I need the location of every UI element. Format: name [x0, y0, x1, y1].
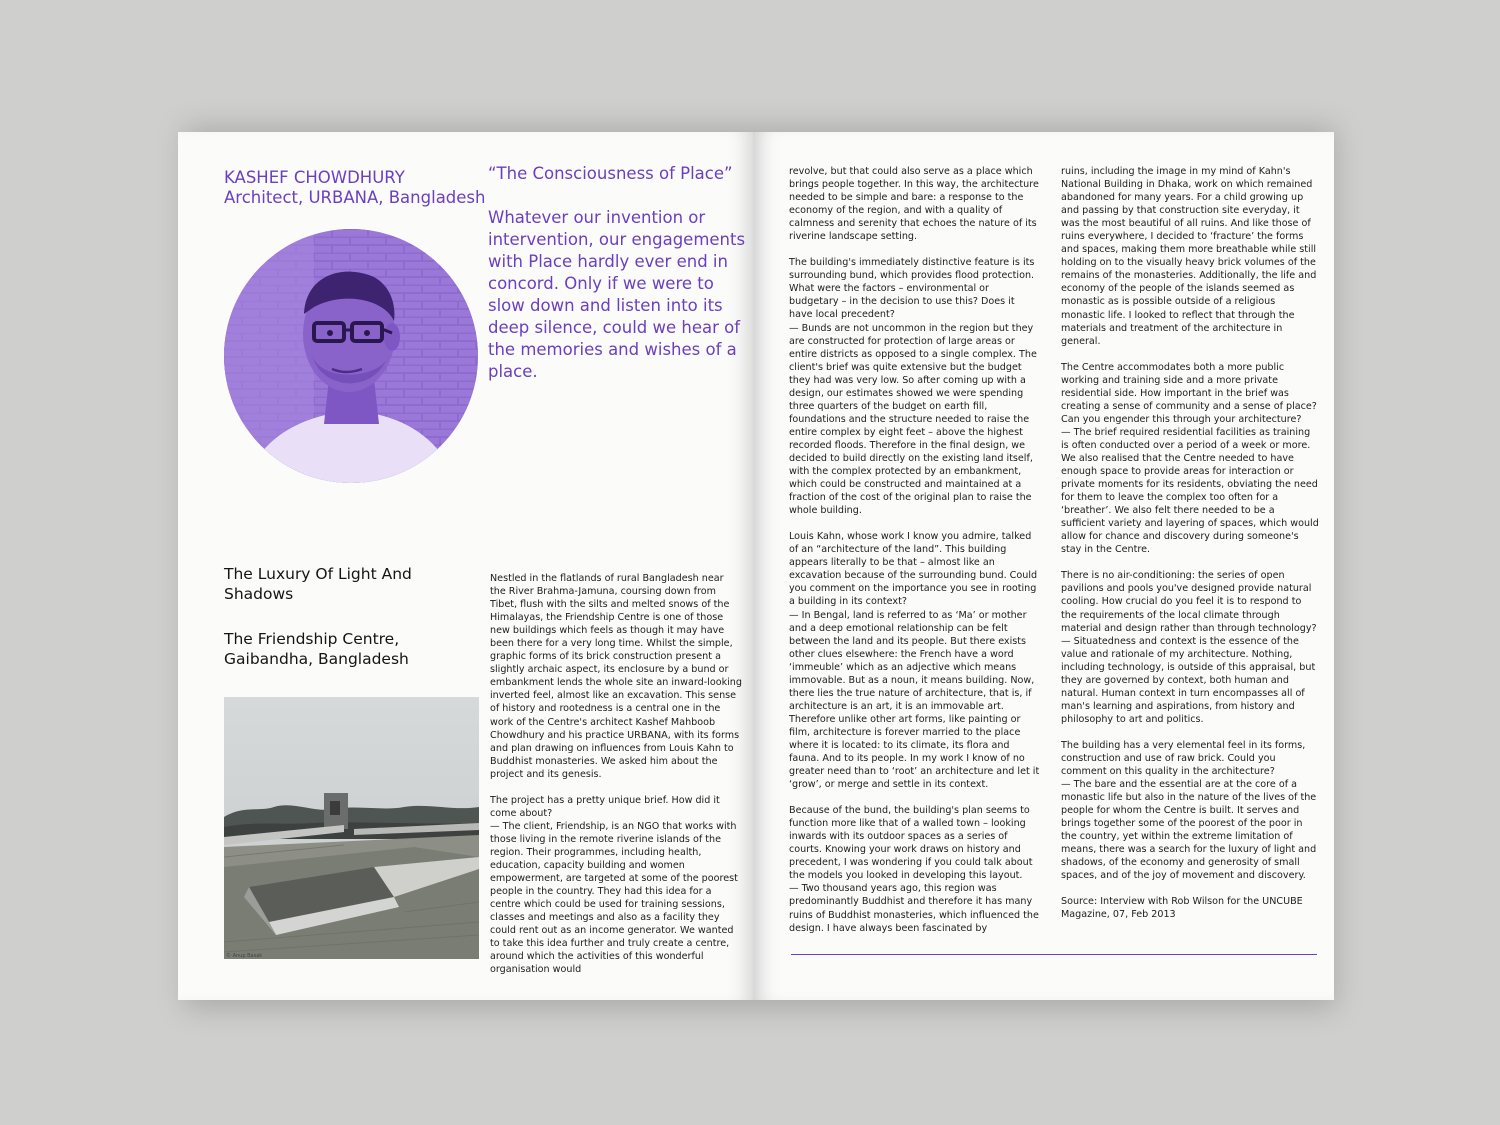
continuation-paragraph: revolve, but that could also serve as a place which brings people together. In this way, the architecture needed to be simple and bare: a response to the economy of the region, and with a quality of calmness and serenity that echoes the nature of its riverine landscape setting.	[789, 166, 1039, 243]
qa-block-7	[1061, 739, 1319, 883]
answer-4: — Two thousand years ago, this region was predominantly Buddhist and therefore it has many ruins of Buddhist monasteries, which influenced the design. I have always been fascinated by	[789, 883, 1039, 934]
question-2: The building's immediately distinctive feature is its surrounding bund, which provides flood protection. What were the factors – environmental or budgetary – in the decision to use this? Does it have local precedent?	[789, 257, 1035, 321]
left-page	[178, 132, 753, 1000]
left-body-column	[490, 572, 742, 976]
right-body-column-1	[789, 165, 1041, 935]
answer-3: — In Bengal, land is referred to as ‘Ma’ or mother and a deep emotional relationship can be felt between the land and its people. But there exists other clues elsewhere: the French have a word ‘immeuble’ which as an adjective which means immovable. But as a noun, it means building. Now, there lies the true nature of architecture, that is, if architecture is an art, it is an immovable art. Therefore unlike other art forms, like painting or film, architecture is forever married to the place where it is located: to its climate, its flora and fauna. And to its people. In my work I know of no greater need than to ‘root’ an architecture and let it ‘grow’, or merge and settle in its context.	[789, 609, 1040, 791]
question-3: Louis Kahn, whose work I know you admire, talked of an “architecture of the land”. This building appears literally to be that – almost like an excavation because of the surrounding bund. Could you comment on the importance you see in rooting a building in its context?	[789, 531, 1038, 608]
qa-block-1	[490, 794, 742, 977]
subhead-luxury: The Luxury Of Light And Shadows	[224, 565, 412, 603]
question-7: The building has a very elemental feel in its forms, construction and use of raw brick. Could you comment on this quality in the architecture?	[1061, 739, 1306, 778]
question-5: The Centre accommodates both a more public working and training side and a more private residential side. How important in the brief was creating a sense of community and a sense of place? Can you engender this through your architecture?	[1061, 361, 1317, 425]
intro-paragraph: Nestled in the flatlands of rural Bangladesh near the River Brahma-Jamuna, coursing down from Tibet, flush with the silts and melted snows of the Himalayas, the Friendship Centre is one of those new buildings which feels as though it may have been there for a very long time. Whilst the simple, graphic forms of its brick construction present a slightly archaic aspect, its enclosure by a bund or embankment lends the whole site an inward-looking inverted feel, almost like an excavation. This sense of history and rootedness is a central one in the work of the Centre's architect Kashef Mahboob Chowdhury and his practice URBANA, with its forms and plan drawing on influences from Louis Kahn to Buddhist monasteries. We asked him about the project and its genesis.	[490, 573, 742, 780]
author-header	[224, 168, 485, 208]
qa-block-5	[1061, 361, 1319, 557]
qa-block-2	[789, 256, 1041, 517]
ruins-paragraph: ruins, including the image in my mind of Kahn's National Building in Dhaka, work on which remained abandoned for many years. For a child growing up and passing by that construction site everyday, it was the most beautiful of all ruins. And like those of ruins everywhere, I decided to ‘fracture’ the forms and spaces, making them more breathable while still holding on to the visually heavy brick volumes of the remains of the monasteries. Additionally, the life and economy of the people of the islands seemed as monastic as is possible outside of a religious monastic life. I looked to reflect that through the materials and treatment of the architecture in general.	[1061, 166, 1317, 347]
author-name: KASHEF CHOWDHURY	[224, 168, 405, 187]
question-6: There is no air-conditioning: the series of open pavilions and pools you've designed provide natural cooling. How crucial do you feel it is to respond to the requirements of the local climate through material and design rather than through technology?	[1061, 570, 1317, 634]
qa-block-4	[789, 804, 1041, 934]
author-role: Architect, URBANA, Bangladesh	[224, 188, 486, 207]
article-title: “The Consciousness of Place”	[488, 164, 733, 183]
answer-5: — The brief required residential facilities as training is often conducted over a period of a week or more. We also realised that the Centre needed to have enough space to provide areas for interaction or private moments for its residents, obviating the need for them to leave the complex too often for a ‘breather’. We also felt there needed to be a sufficient variety and layering of spaces, which would allow for chance and discovery during someone's stay in the Centre.	[1061, 426, 1319, 556]
page-end-rule	[791, 954, 1317, 955]
answer-7: — The bare and the essential are at the core of a monastic life but also in the nature of the lives of the people for whom the Centre is built. It serves and brings together some of the poorest of the poor in the country, yet within the extreme limitation of means, there was a search for the luxury of light and shadows, of the economy and generosity of small spaces, and of the joy of movement and discovery.	[1061, 779, 1317, 882]
right-body-column-2	[1061, 165, 1319, 922]
answer-2: — Bunds are not uncommon in the region but they are constructed for protection of large areas or entire districts as opposed to a single complex. The client's brief was quite extensive but the budget they had was very low. So after coming up with a design, our estimates showed we were spending three quarters of the budget on earth fill, foundations and the structure needed to raise the entire complex by eight feet – above the highest recorded floods. Therefore in the final design, we decided to build directly on the existing land itself, with the complex protected by an embankment, which could be constructed and maintained at a fraction of the cost of the original plan to raise the whole building.	[789, 322, 1037, 517]
pull-quote: Whatever our invention or intervention, our engagements with Place hardly ever end in concord. Only if we were to slow down and listen into its deep silence, could we hear of the memories and wishes of a place.	[488, 208, 746, 381]
photo-credit: © Anup Basak	[226, 953, 263, 959]
right-page	[753, 132, 1334, 1000]
question-4: Because of the bund, the building's plan seems to function more like that of a walled town – looking inwards with its outdoor spaces as a series of courts. Knowing your work draws on history and precedent, I was wondering if you could talk about the models you looked in developing this layout.	[789, 805, 1033, 882]
answer-1: — The client, Friendship, is an NGO that works with those living in the remote riverine islands of the region. Their programmes, including health, education, capacity building and women empowerment, are targeted at some of the poorest people in the country. They had this idea for a centre which could be used for training sessions, classes and meetings and also as a facility they could rent out as an income generator. We wanted to take this idea further and truly create a centre, around which the activities of this wonderful organisation would	[490, 820, 738, 976]
building-photo-illustration	[224, 697, 479, 959]
author-portrait	[224, 229, 478, 483]
subhead-friendship-centre: The Friendship Centre, Gaibandha, Bangladesh	[224, 630, 409, 668]
source-line: Source: Interview with Rob Wilson for the UNCUBE Magazine, 07, Feb 2013	[1061, 896, 1303, 921]
question-1: The project has a pretty unique brief. How did it come about?	[490, 794, 720, 819]
portrait-illustration	[224, 229, 478, 483]
building-photo	[224, 697, 479, 959]
answer-6: — Situatedness and context is the essence of the value and rationale of my architecture. Nothing, including technology, is outside of this appraisal, but they are governed by context, both human and natural. Human context in turn encompasses all of man's learning and aspirations, from history and philosophy to art and politics.	[1061, 635, 1316, 725]
qa-block-3	[789, 530, 1041, 791]
qa-block-6	[1061, 569, 1319, 726]
